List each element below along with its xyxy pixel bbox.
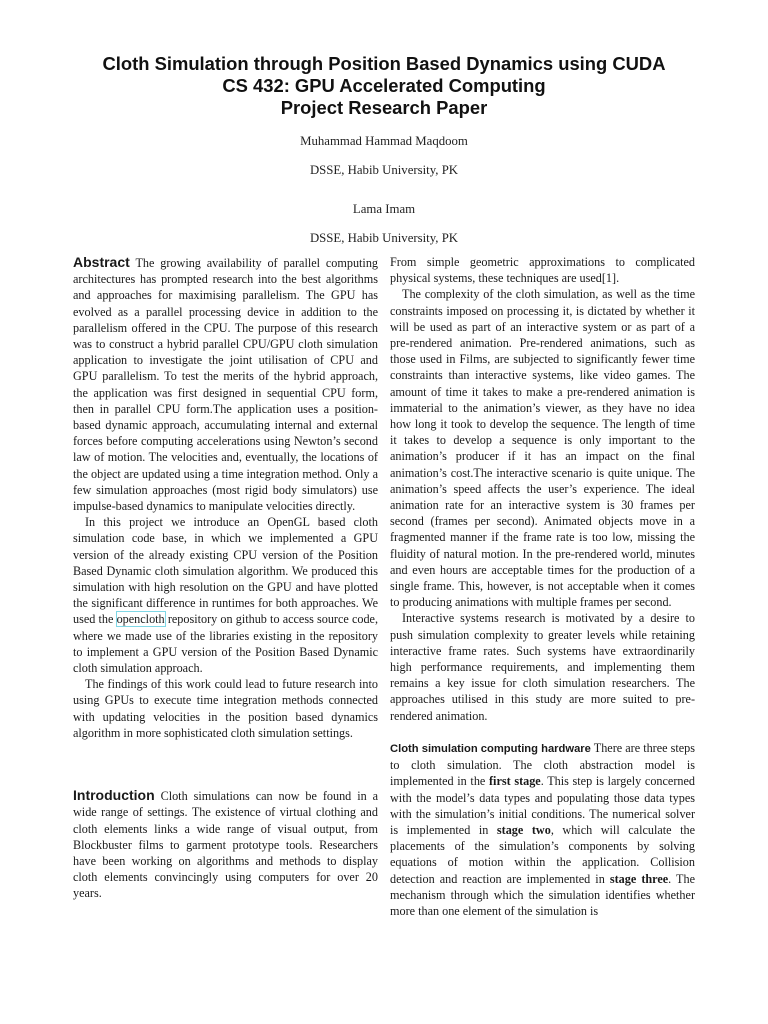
paper-title: [0, 53, 768, 119]
hardware-stage-three: stage three: [609, 871, 669, 886]
right-paragraph-2: The complexity of the cloth simulation, as well as the time constraints imposed on processing it, is dictated by whether it will be used as part of an interactive system or as part of a pre-rendered animation. Pre-rendered animations, such as those used in Films, are subjected to significantly fewer time constraints than interactive systems, like video games. The amount of time it takes to make a pre-rendered animation is immaterial to the animation’s viewer, as they have no idea how long it took to develop the sequence. The length of time it takes to develop a sequence is only important to the animation’s producer if it has an impact on the final animation’s cost.The interactive scenario is quite unique. The animation’s speed affects the user’s experience. The ideal animation rate for an interactive system is 30 frames per second (frames per second). Animated objects move in a fragmented manner if the frame rate is too low, missing the fluidity of natural motion. In the pre-rendered world, minutes and even hours are acceptable times for the production of a single frame. This, however, is not acceptable when it comes to producing animations with multiple frames per second.: [390, 287, 695, 610]
abstract-text-2a: In this project we introduce an OpenGL based cloth simulation code base, in which we implemented a GPU version of the already existing CPU version of the Position Based Dynamic cloth simulation algorithm. We produced this simulation with high resolution on the GPU and have plotted the significant difference in runtimes for both approaches. We used the: [73, 515, 378, 627]
left-column: [73, 254, 378, 902]
right-paragraph-3: Interactive systems research is motivated by a desire to push simulation complexity to greater levels while retaining interactive frame rates. Such systems have extraordinarily high performance requirements, and implementing them remains a key issue for cloth simulation researchers. The approaches utilised in this study are more suited to pre-rendered animation.: [390, 611, 695, 723]
author-affiliation-2: DSSE, Habib University, PK: [309, 231, 459, 245]
hardware-first-stage: first stage: [489, 774, 541, 789]
author-name-2: Lama Imam: [352, 202, 416, 216]
abstract-text-1: The growing availability of parallel computing architectures has prompted research into the best algorithms and approaches for maximising parallelism. The GPU has evolved as a parallel processing device in addition to the parallelism offered in the CPU. The purpose of this research was to construct a hybrid parallel CPU/GPU cloth simulation application to investigate the joint utilisation of CPU and GPU parallelism. To test the merits of the hybrid approach, the application was first designed in sequential CPU form, then in parallel CPU form.The application uses a position-based dynamic approach, accumulating internal and external forces before computing accelerations using Newton’s second law of motion. The velocities and, eventually, the locations of the object are updated using a time integration method. Only a few simulation approaches (most rigid body simulators) use impulse-based dynamics to manipulate velocities directly.: [73, 256, 379, 514]
hardware-text-1: There are three steps to cloth simulation. The cloth abstraction model is implemented in the: [390, 740, 696, 789]
hardware-text-3: , which will calculate the placements of the simulation’s components by solving equations of motion within the application. Collision detection and reaction are implemented in: [390, 822, 695, 886]
abstract-paragraph-1: [73, 254, 378, 514]
abstract-heading: Abstract: [73, 254, 130, 270]
hardware-text-4: . The mechanism through which the simulation identifies whether more than one element of the simulation is: [390, 871, 696, 918]
title-line-1: Cloth Simulation through Position Based Dynamics using CUDA: [102, 53, 666, 74]
opencloth-link[interactable]: opencloth: [116, 612, 165, 627]
author-name-1: Muhammad Hammad Maqdoom: [300, 134, 468, 148]
abstract-text-2b: repository on github to access source code, where we made use of the libraries existing in the repository to implement a GPU version of the Position Based Dynamic cloth simulation approach.: [73, 612, 379, 676]
introduction-text: Cloth simulations can now be found in a wide range of settings. The existence of virtual clothing and cloth elements links a wide range of visual output, from Blockbuster films to garment prototype tools. Researchers have been working on algorithms and methods to display cloth elements convincingly using computers for over 20 years.: [73, 789, 378, 901]
abstract-paragraph-3: The findings of this work could lead to future research into using GPUs to execute time integration methods connected with updating velocities in the position based dynamics algorithm in more sophisticated cloth simulation settings.: [73, 677, 378, 740]
author-affiliation-1: DSSE, Habib University, PK: [309, 163, 459, 177]
title-line-3: Project Research Paper: [280, 97, 488, 118]
hardware-paragraph: [390, 740, 695, 919]
section-spacer: [73, 741, 378, 787]
hardware-heading: Cloth simulation computing hardware: [390, 742, 591, 755]
right-paragraph-1: From simple geometric approximations to complicated physical systems, these techniques are used[1].: [390, 255, 695, 286]
section-spacer: [390, 724, 695, 740]
hardware-stage-two: stage two: [496, 822, 551, 837]
abstract-paragraph-2: [73, 514, 378, 676]
introduction-heading: Introduction: [73, 787, 155, 804]
right-column: [390, 254, 695, 919]
hardware-text-2: . This step is largely concerned with the model’s data types and populating those data types with the simulation’s initial conditions. The numerical solver is implemented in: [390, 774, 695, 837]
title-line-2: CS 432: GPU Accelerated Computing: [222, 75, 546, 96]
introduction-paragraph: [73, 787, 378, 901]
